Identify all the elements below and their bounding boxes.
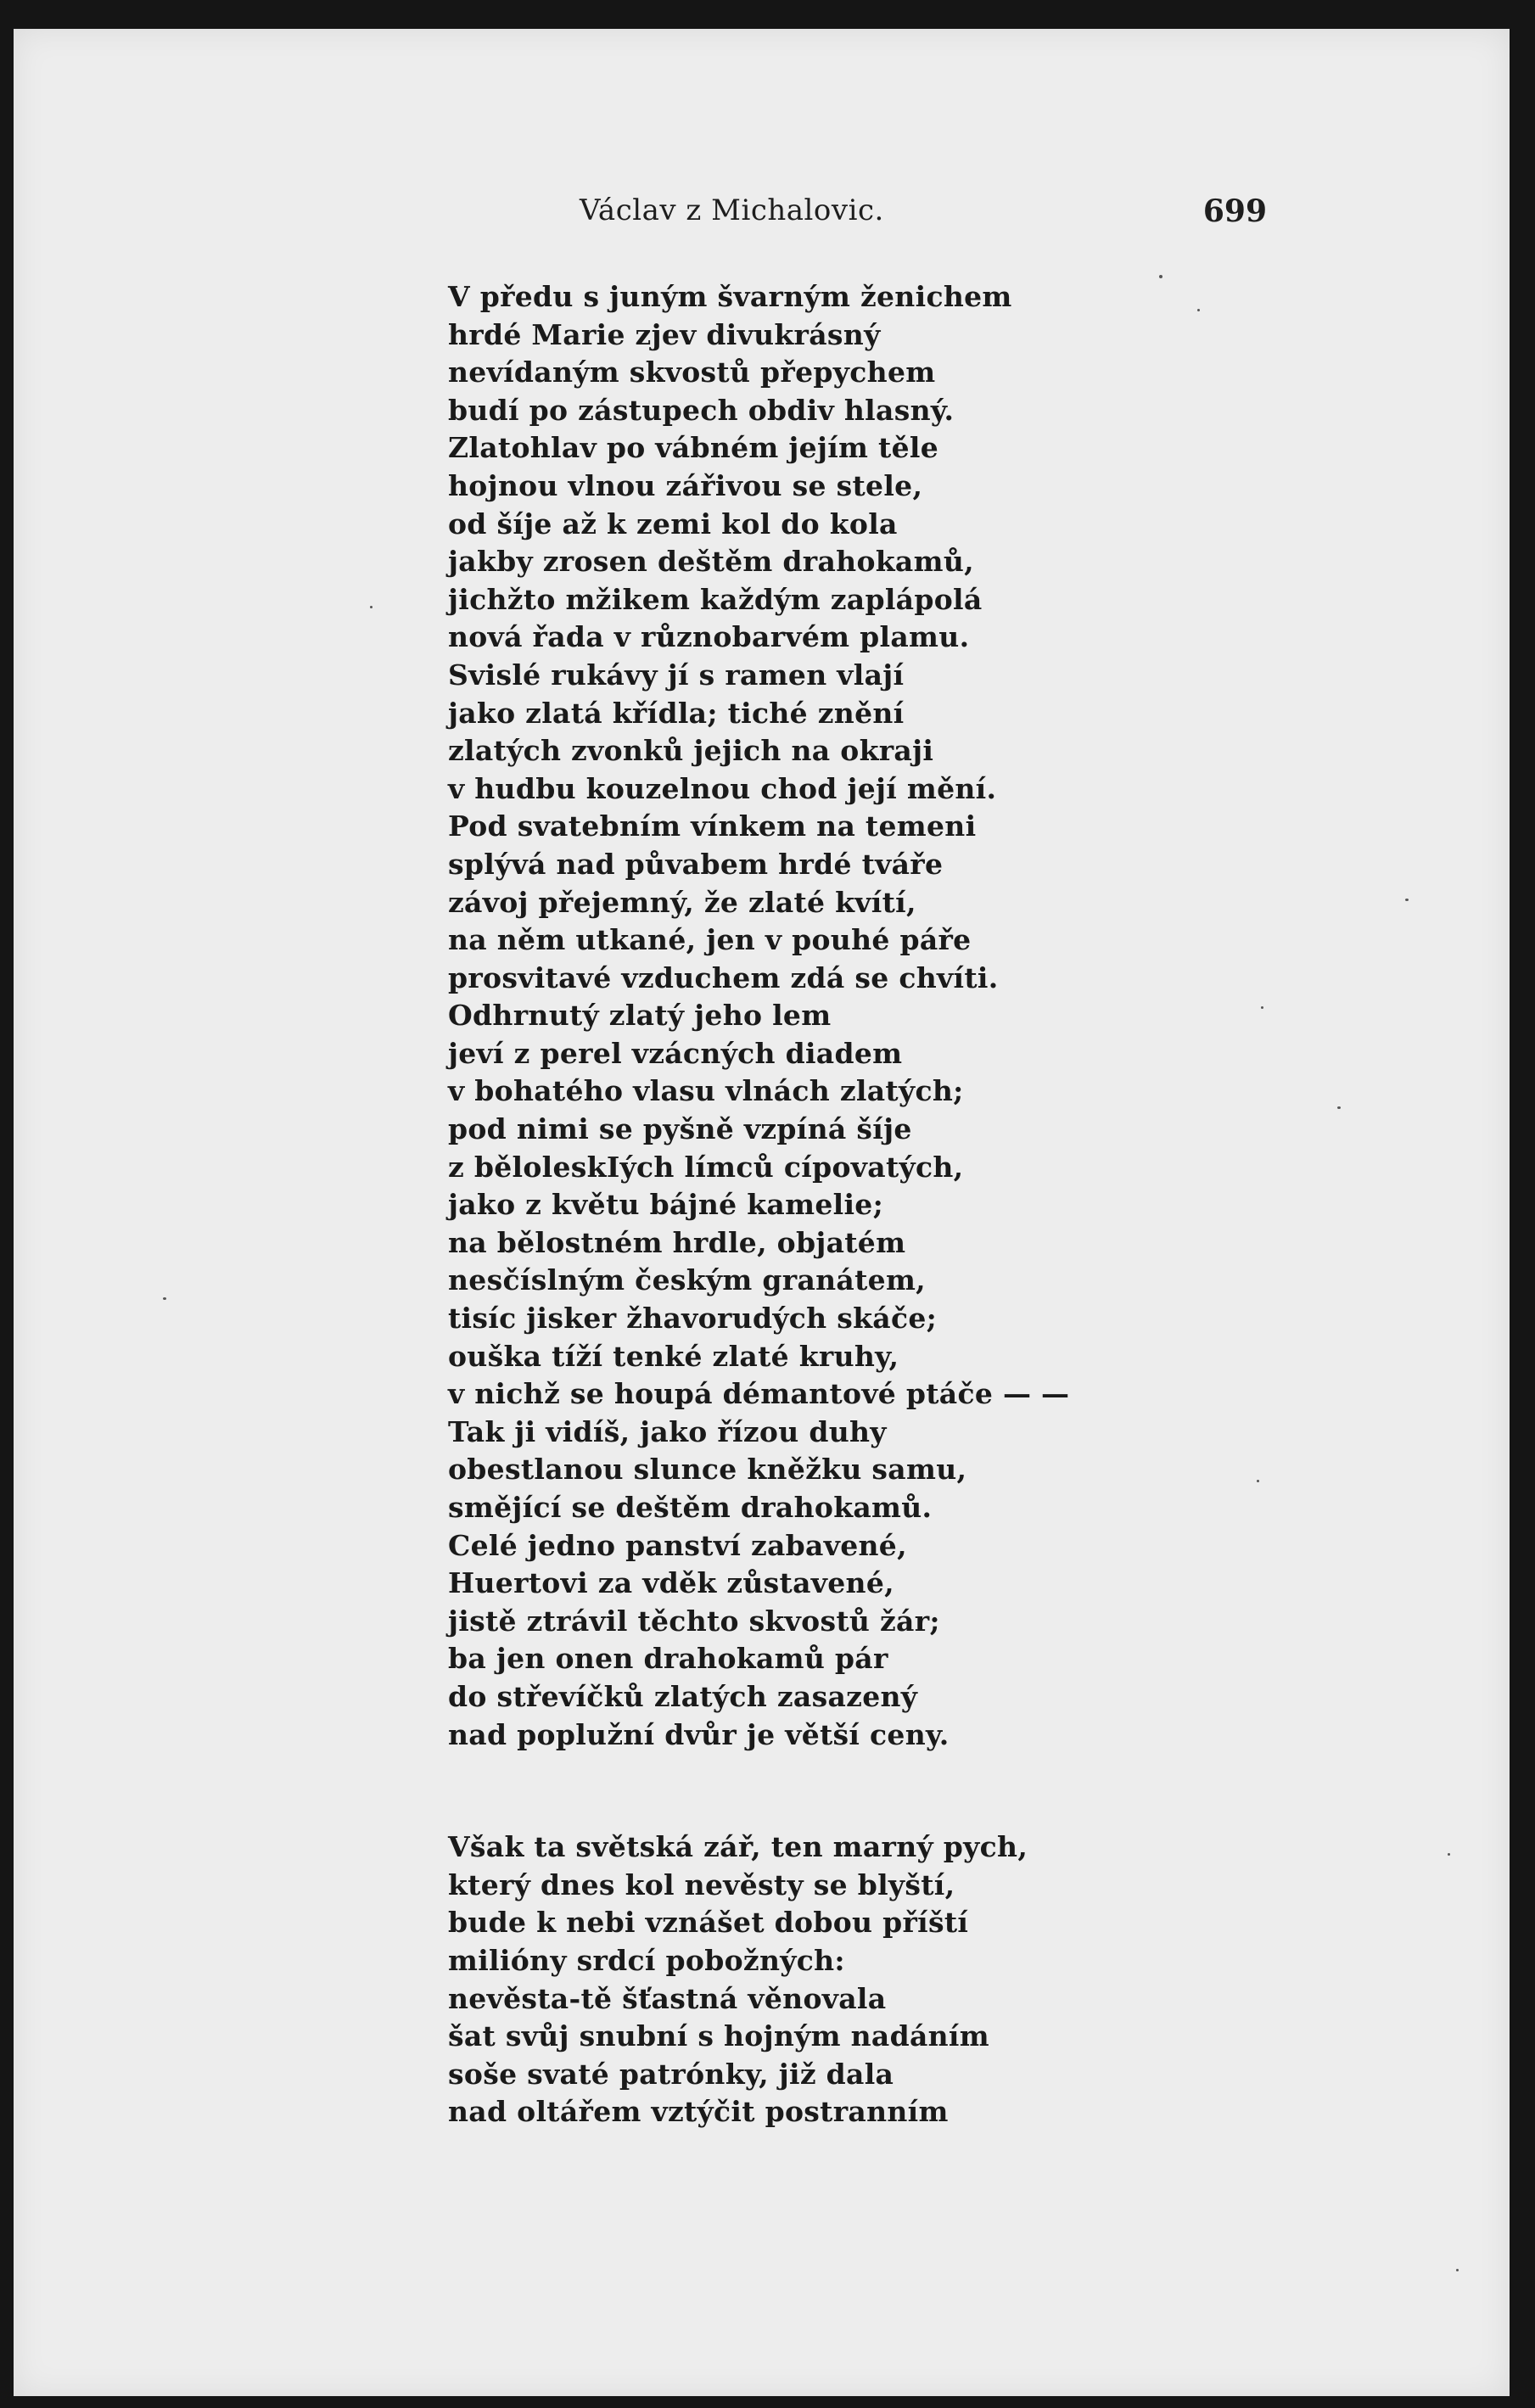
verse-line: jako zlatá křídla; tiché znění bbox=[448, 696, 905, 730]
verse-line: pod nimi se pyšně vzpíná šíje bbox=[448, 1112, 912, 1146]
verse-line: jichžto mžikem každým zaplápolá bbox=[448, 582, 983, 616]
page-header bbox=[580, 193, 1267, 244]
verse-line: v bohatého vlasu vlnách zlatých; bbox=[448, 1074, 964, 1108]
verse-line: obestlanou slunce kněžku samu, bbox=[448, 1453, 967, 1487]
verse-line: hojnou vlnou zářivou se stele, bbox=[448, 468, 923, 502]
scan-speck bbox=[370, 606, 373, 608]
verse-line: Však ta světská zář, ten marný pych, bbox=[448, 1830, 1028, 1864]
verse-line: na bělostném hrdle, objatém bbox=[448, 1225, 906, 1259]
scan-speck bbox=[1197, 309, 1200, 311]
verse-line: šat svůj snubní s hojným nadáním bbox=[448, 2019, 989, 2053]
verse-line: zlatých zvonků jejich na okraji bbox=[448, 734, 934, 768]
running-title: Václav z Michalovic. bbox=[580, 193, 884, 227]
verse-line: nevídaným skvostů přepychem bbox=[448, 356, 936, 389]
verse-line: budí po zástupech obdiv hlasný. bbox=[448, 393, 955, 427]
verse-line: nevěsta-tě šťastná věnovala bbox=[448, 1981, 887, 2015]
page-number: 699 bbox=[1202, 193, 1267, 229]
verse-line: nad oltářem vztýčit postranním bbox=[448, 2095, 949, 2129]
verse-line: od šíje až k zemi kol do kola bbox=[448, 507, 898, 540]
verse-line: Odhrnutý zlatý jeho lem bbox=[448, 999, 832, 1033]
verse-line: nad poplužní dvůr je větší ceny. bbox=[448, 1717, 950, 1751]
verse-line: Tak ji vidíš, jako řízou duhy bbox=[448, 1414, 887, 1448]
verse-line: Celé jedno panství zabavené, bbox=[448, 1528, 907, 1562]
verse-line: jako z květu bájné kamelie; bbox=[448, 1188, 884, 1222]
scan-speck bbox=[1456, 2269, 1459, 2271]
scan-speck bbox=[1405, 899, 1409, 901]
verse-line: smějící se deštěm drahokamů. bbox=[448, 1491, 933, 1524]
stanza bbox=[448, 278, 1093, 1754]
verse-line: z běloleskIých límců cípovatých, bbox=[448, 1150, 964, 1184]
verse-line: hrdé Marie zjev divukrásný bbox=[448, 317, 881, 351]
poem-text bbox=[448, 278, 1093, 2131]
verse-line: Svislé rukávy jí s ramen vlají bbox=[448, 658, 905, 692]
verse-line: který dnes kol nevěsty se blyští, bbox=[448, 1868, 955, 1901]
verse-line: nesčíslným českým granátem, bbox=[448, 1263, 926, 1297]
verse-line: bude k nebi vznášet dobou příští bbox=[448, 1906, 969, 1940]
verse-line: milióny srdcí pobožných: bbox=[448, 1943, 845, 1977]
verse-line: jeví z perel vzácných diadem bbox=[448, 1036, 903, 1070]
stanza bbox=[448, 1828, 1093, 2131]
verse-line: splývá nad půvabem hrdé tváře bbox=[448, 847, 944, 881]
verse-line: jistě ztrávil těchto skvostů žár; bbox=[448, 1604, 940, 1638]
verse-line: ba jen onen drahokamů pár bbox=[448, 1642, 888, 1676]
verse-line: na něm utkané, jen v pouhé páře bbox=[448, 923, 972, 957]
verse-line: do střevíčků zlatých zasazený bbox=[448, 1679, 918, 1713]
verse-line: Huertovi za vděk zůstavené, bbox=[448, 1566, 894, 1600]
scan-speck bbox=[1257, 1480, 1259, 1482]
verse-line: jakby zrosen deštěm drahokamů, bbox=[448, 545, 974, 579]
verse-line: soše svaté patrónky, již dala bbox=[448, 2057, 894, 2091]
verse-line: tisíc jisker žhavorudých skáče; bbox=[448, 1302, 938, 1336]
verse-line: nová řada v různobarvém plamu. bbox=[448, 620, 970, 654]
scan-speck bbox=[1448, 1853, 1450, 1856]
scan-speck bbox=[163, 1297, 166, 1300]
verse-line: Pod svatebním vínkem na temeni bbox=[448, 809, 977, 843]
scan-speck bbox=[1159, 275, 1162, 278]
scan-speck bbox=[1337, 1106, 1341, 1109]
verse-line: ouška tíží tenké zlaté kruhy, bbox=[448, 1339, 899, 1373]
verse-line: v nichž se houpá démantové ptáče — — bbox=[448, 1377, 1070, 1411]
verse-line: prosvitavé vzduchem zdá se chvíti. bbox=[448, 960, 999, 994]
verse-line: závoj přejemný, že zlaté kvítí, bbox=[448, 885, 916, 919]
scan-speck bbox=[1261, 1006, 1263, 1009]
verse-line: V předu s juným švarným ženichem bbox=[448, 280, 1012, 313]
verse-line: v hudbu kouzelnou chod její mění. bbox=[448, 771, 997, 805]
verse-line: Zlatohlav po vábném jejím těle bbox=[448, 431, 939, 465]
